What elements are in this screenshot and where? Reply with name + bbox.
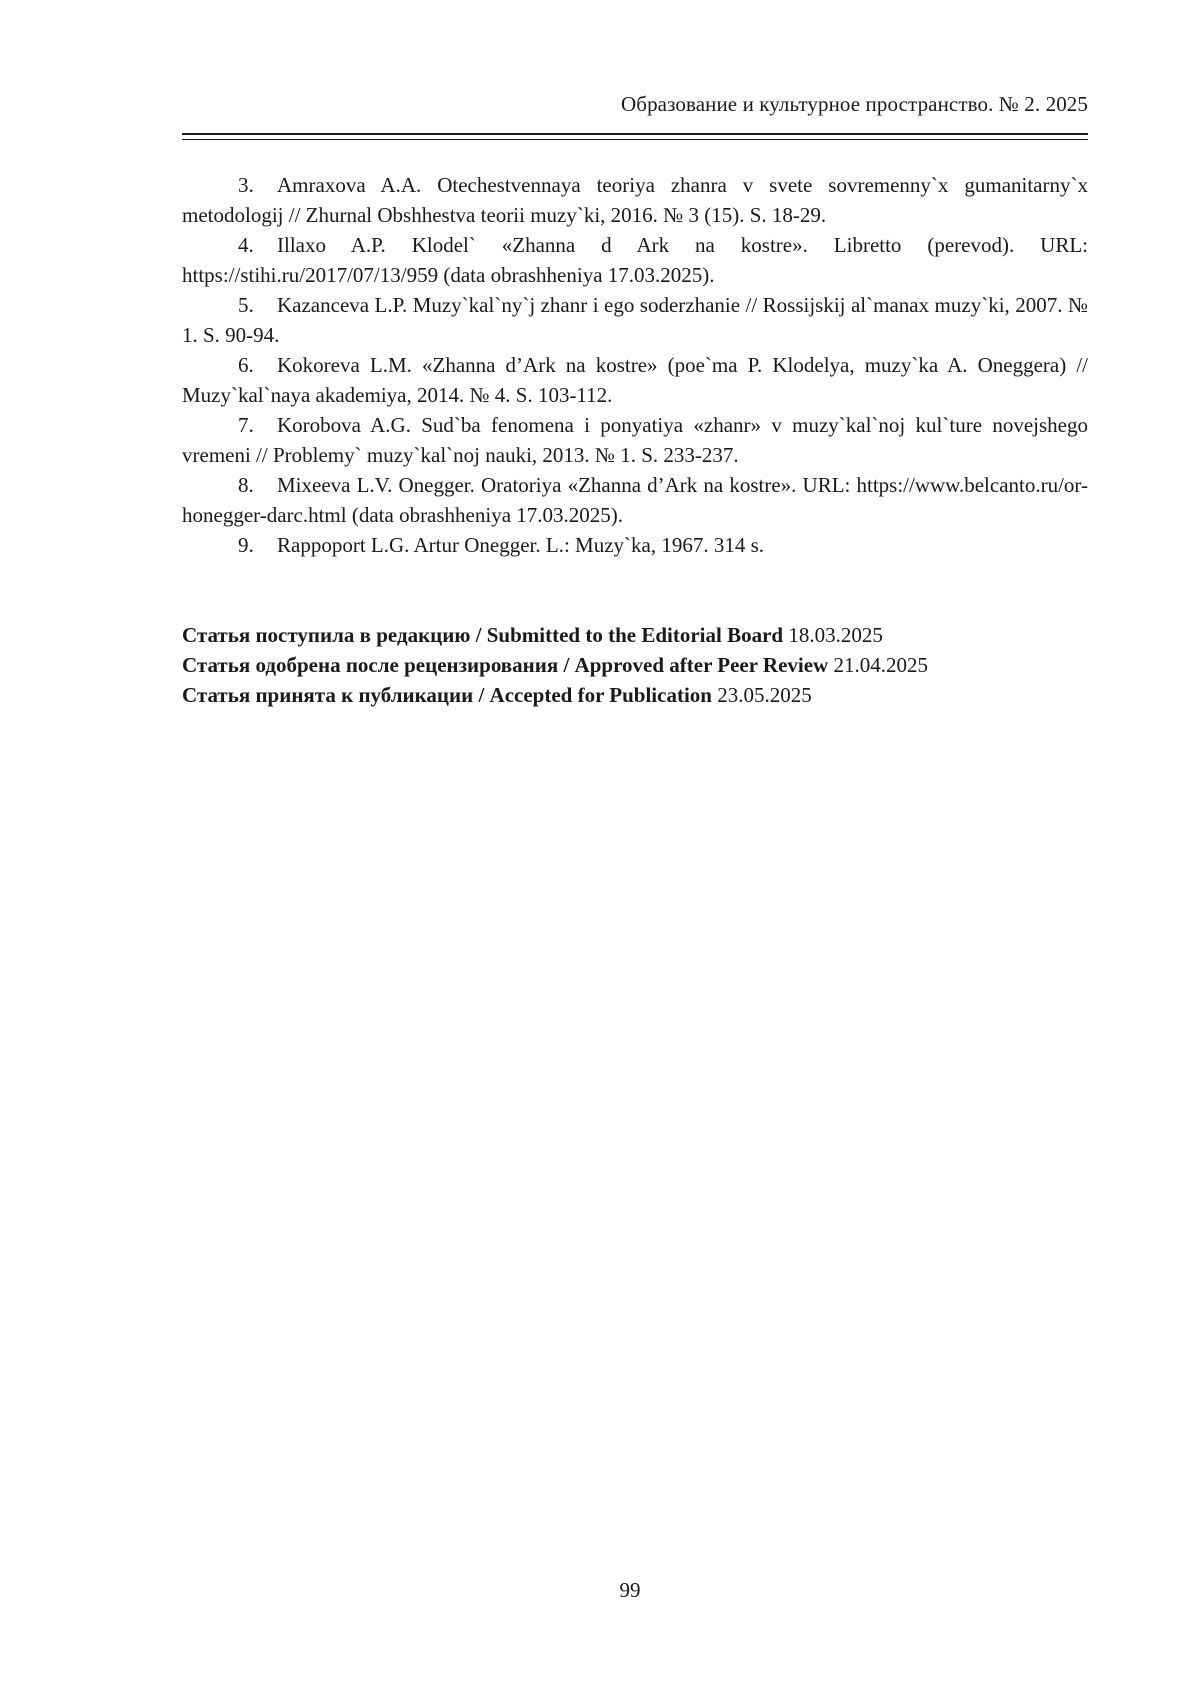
reference-item	[182, 230, 1088, 290]
submitted-label: Статья поступила в редакцию / Submitted to the Editorial Board	[182, 623, 784, 647]
reference-text: Rappoport L.G. Artur Onegger. L.: Muzy`ka, 1967. 314 s.	[277, 533, 765, 557]
reference-item	[182, 470, 1088, 530]
reference-item	[182, 350, 1088, 410]
reference-number: 6.	[238, 353, 254, 377]
running-title: Образование и культурное пространство. № 2. 2025	[621, 92, 1088, 116]
submitted-date: 18.03.2025	[788, 623, 883, 647]
reference-list	[182, 170, 1088, 560]
page-number: 99	[619, 1578, 641, 1602]
editorial-dates	[182, 620, 1088, 710]
approved-date: 21.04.2025	[833, 653, 928, 677]
reference-text: Kokoreva L.M. «Zhanna d’Ark na kostre» (poe`ma P. Klodelya, muzy`ka A. Oneggera) // Muzy`kal`naya akademiya, 2014. № 4. S. 103-112.	[182, 353, 1088, 407]
reference-item	[182, 410, 1088, 470]
reference-number: 7.	[238, 413, 254, 437]
header-rule-thin	[182, 139, 1088, 140]
accepted-date: 23.05.2025	[717, 683, 812, 707]
reference-item	[182, 290, 1088, 350]
reference-number: 8.	[238, 473, 254, 497]
approved-label: Статья одобрена после рецензирования / Approved after Peer Review	[182, 653, 829, 677]
reference-text: Mixeeva L.V. Onegger. Oratoriya «Zhanna d’Ark na kostre». URL: https://www.belcanto.ru/or-honegger-darc.html (data obrashheniya 17.03.2025).	[182, 473, 1088, 527]
approved-line	[182, 650, 1088, 680]
reference-text: Amraxova A.A. Otechestvennaya teoriya zhanra v svete sovremenny`x gumanitarny`x metodologij // Zhurnal Obshhestva teorii muzy`ki, 2016. № 3 (15). S. 18-29.	[182, 173, 1088, 227]
reference-number: 3.	[238, 173, 254, 197]
reference-number: 4.	[238, 233, 254, 257]
submitted-line	[182, 620, 1088, 650]
reference-text: Illaxo A.P. Klodel` «Zhanna d Ark na kostre». Libretto (perevod). URL: https://stihi.ru/2017/07/13/959 (data obrashheniya 17.03.2025).	[182, 233, 1088, 287]
reference-text: Korobova A.G. Sud`ba fenomena i ponyatiya «zhanr» v muzy`kal`noj kul`ture novejshego vremeni // Problemy` muzy`kal`noj nauki, 2013. № 1. S. 233-237.	[182, 413, 1088, 467]
accepted-label: Статья принята к публикации / Accepted for Publication	[182, 683, 712, 707]
reference-item	[182, 530, 1088, 560]
reference-text: Kazanceva L.P. Muzy`kal`ny`j zhanr i ego soderzhanie // Rossijskij al`manax muzy`ki, 2007. № 1. S. 90-94.	[182, 293, 1088, 347]
reference-number: 9.	[238, 533, 254, 557]
accepted-line	[182, 680, 1088, 710]
header-rule-thick	[182, 133, 1088, 135]
reference-item	[182, 170, 1088, 230]
reference-number: 5.	[238, 293, 254, 317]
